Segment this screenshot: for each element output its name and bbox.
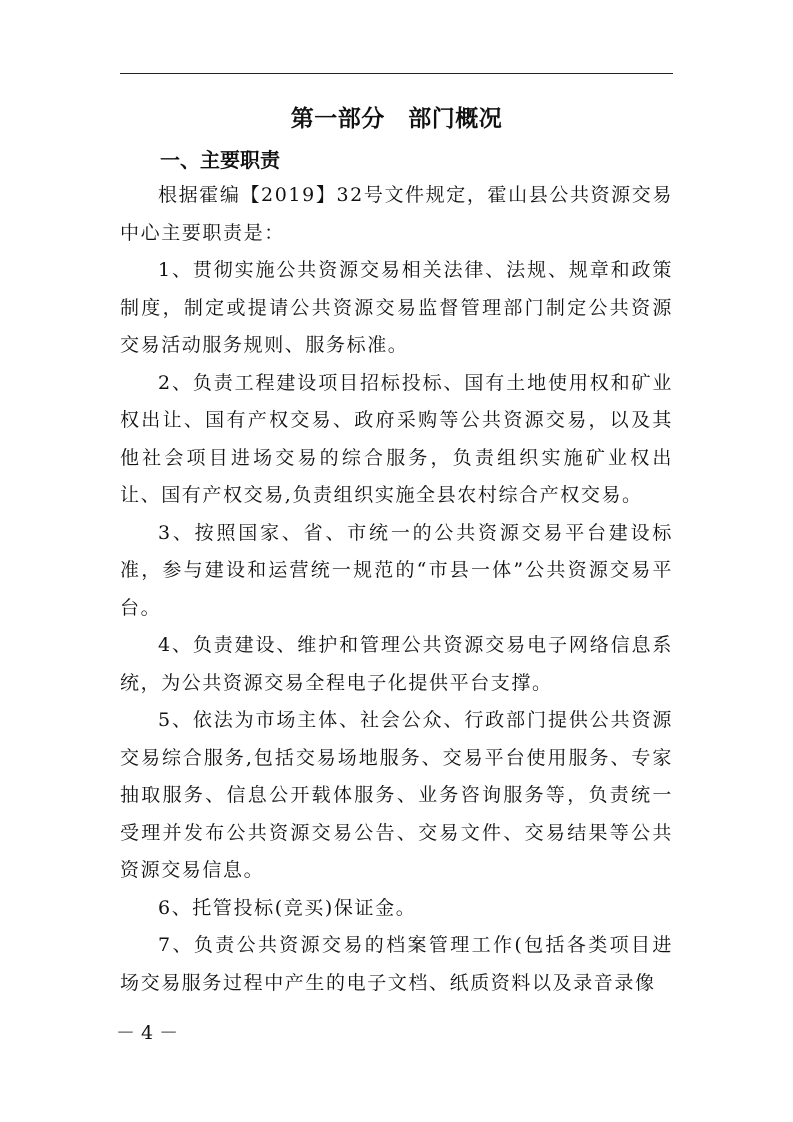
- duty-item-4: 4、负责建设、维护和管理公共资源交易电子网络信息系统，为公共资源交易全程电子化提供平台支撑。: [120, 634, 673, 694]
- part-title: 第一部分 部门概况: [290, 106, 503, 132]
- duty-item-3: 3、按照国家、省、市统一的公共资源交易平台建设标准，参与建设和运营统一规范的“市县一体”公共资源交易平台。: [120, 521, 673, 619]
- duty-item-2: 2、负责工程建设项目招标投标、国有土地使用权和矿业权出让、国有产权交易、政府采购等公共资源交易，以及其他社会项目进场交易的综合服务，负责组织实施矿业权出让、国有产权交易,负责组织实施全县农村综合产权交易。: [120, 371, 673, 506]
- body-text: [120, 177, 673, 1002]
- duty-item-6: 6、托管投标(竞买)保证金。: [158, 896, 417, 919]
- section-heading: 一、主要职责: [160, 148, 280, 172]
- header-rule: [120, 73, 673, 74]
- duty-item-7: 7、负责公共资源交易的档案管理工作(包括各类项目进场交易服务过程中产生的电子文档、纸质资料以及录音录像: [120, 934, 673, 994]
- page-number: － 4 －: [116, 1022, 179, 1044]
- duty-item-5: 5、依法为市场主体、社会公众、行政部门提供公共资源交易综合服务,包括交易场地服务、交易平台使用服务、专家抽取服务、信息公开载体服务、业务咨询服务等，负责统一受理并发布公共资源交易公告、交易文件、交易结果等公共资源交易信息。: [120, 709, 673, 881]
- intro-paragraph: 根据霍编【2019】32号文件规定，霍山县公共资源交易中心主要职责是：: [120, 184, 673, 244]
- duty-item-1: 1、贯彻实施公共资源交易相关法律、法规、规章和政策制度，制定或提请公共资源交易监督管理部门制定公共资源交易活动服务规则、服务标准。: [120, 259, 673, 356]
